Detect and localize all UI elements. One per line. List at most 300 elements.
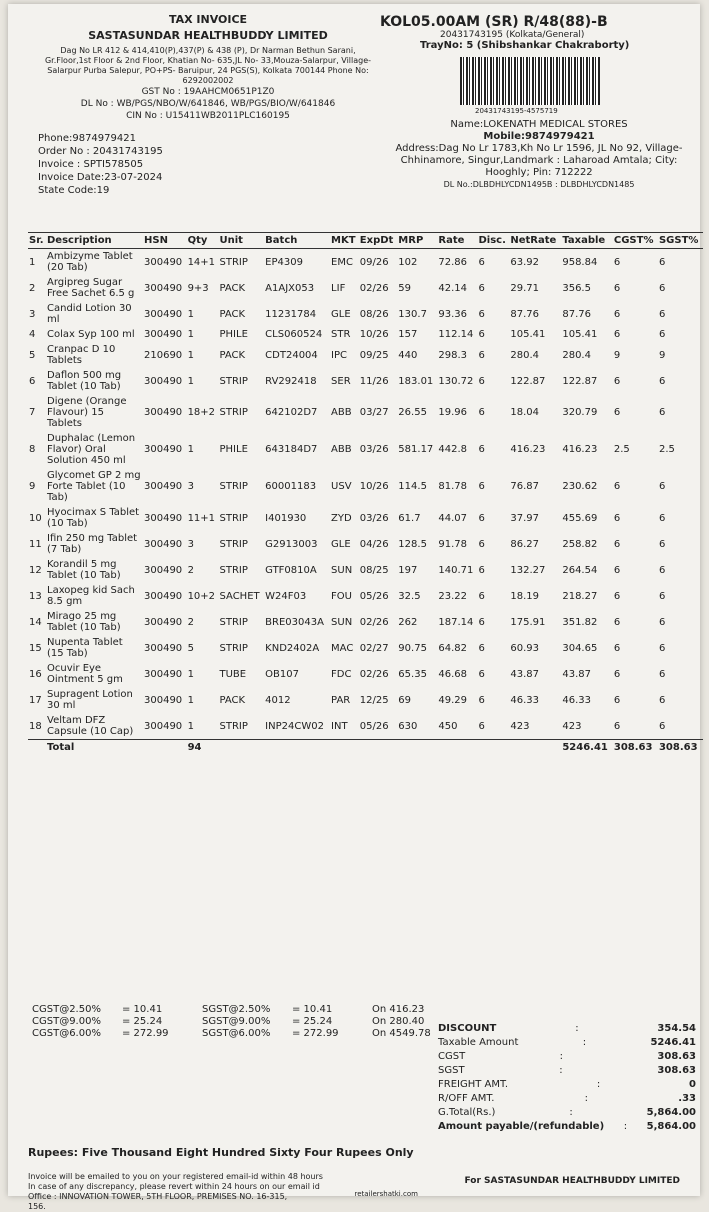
column-header: MKT [330, 233, 359, 249]
table-cell: STR [331, 329, 351, 340]
table-cell: 14+1 [187, 256, 216, 268]
table-cell: W24F03 [265, 590, 307, 602]
table-cell: 258.82 [562, 538, 598, 550]
table-cell: PHILE [219, 444, 248, 455]
table-cell: 6 [478, 308, 485, 320]
table-cell: 351.82 [562, 616, 598, 628]
summary-label: R/OFF AMT. [438, 1093, 495, 1104]
summary-colon: : [623, 1121, 628, 1132]
footer-line4: 156. [28, 1202, 46, 1211]
table-cell: 1 [187, 668, 194, 680]
table-cell: 6 [658, 616, 666, 628]
column-header: Sr. [28, 233, 46, 249]
table-row [28, 301, 703, 327]
table-cell: ZYD [331, 512, 352, 524]
table-cell: PACK [219, 308, 246, 320]
table-cell: 6 [658, 481, 666, 492]
phone: Phone:9874979421 [38, 133, 136, 144]
footer-line1: Invoice will be emailed to you on your registered email-id within 48 hours [28, 1172, 323, 1181]
summary-colon: : [575, 1023, 579, 1034]
table-cell: 15 [29, 642, 42, 654]
table-cell: 32.5 [398, 590, 421, 602]
table-cell: 304.65 [562, 642, 598, 654]
table-cell: GLE [331, 538, 351, 550]
gst-number: GST No : 19AAHCM0651P1Z0 [141, 87, 275, 97]
table-cell: 6 [658, 668, 666, 680]
table-cell: 63.92 [510, 256, 540, 268]
table-cell: SER [331, 375, 351, 387]
table-cell: 300490 [144, 590, 183, 602]
table-cell: 6 [478, 642, 485, 654]
table-cell: Candid Lotion 30 ml [47, 303, 132, 325]
footer-line3: Office : INNOVATION TOWER, 5TH FLOOR, PREMISES NO. 16-315, [28, 1192, 288, 1201]
table-cell: 19.96 [438, 407, 468, 418]
table-cell: 6 [613, 256, 621, 268]
tax-cell: = 25.24 [292, 1016, 333, 1027]
customer-mobile: Mobile:9874979421 [483, 131, 595, 142]
table-cell: 958.84 [562, 256, 598, 268]
table-cell: 6 [613, 720, 621, 732]
summary-colon: : [582, 1037, 587, 1048]
table-cell: 87.76 [562, 308, 591, 320]
table-cell: 105.41 [510, 329, 546, 340]
table-row [28, 531, 703, 557]
table-cell: 64.82 [438, 642, 468, 654]
table-cell: 130.7 [398, 308, 427, 320]
table-cell: 140.71 [438, 564, 474, 576]
table-cell: 12/25 [359, 694, 389, 706]
table-cell: 230.62 [562, 481, 598, 492]
table-cell: INP24CW02 [265, 720, 324, 732]
summary-value: 0 [689, 1079, 696, 1090]
summary-row [438, 1120, 696, 1134]
summary-row [438, 1078, 696, 1092]
summary-row [438, 1064, 696, 1078]
total-cell [264, 740, 330, 756]
total-cell: 94 [187, 740, 219, 756]
table-cell: 72.86 [438, 256, 468, 268]
customer-name: Name:LOKENATH MEDICAL STORES [450, 119, 628, 130]
table-cell: OB107 [265, 668, 299, 680]
tax-cell: CGST@9.00% [32, 1016, 101, 1027]
table-cell: 300490 [144, 512, 183, 524]
order-ref: 20431743195 (Kolkata/General) [440, 30, 585, 40]
summary-value: 308.63 [657, 1065, 696, 1076]
table-cell: 61.7 [398, 512, 421, 524]
table-cell: 122.87 [510, 375, 546, 387]
table-cell: 6 [478, 720, 485, 732]
summary-row [438, 1022, 696, 1036]
table-cell: CLS060524 [265, 329, 323, 340]
table-cell: TUBE [219, 668, 247, 680]
table-cell: 6 [658, 329, 666, 340]
table-cell: 9 [29, 481, 36, 492]
table-cell: STRIP [219, 616, 248, 628]
table-cell: 183.01 [398, 375, 434, 387]
footer-line2: In case of any discrepancy, please revert within 24 hours on our email id [28, 1182, 320, 1191]
table-cell: 09/26 [359, 256, 389, 268]
company-address: Dag No LR 412 & 414,410(P),437(P) & 438 (P), Dr Narman Bethun Sarani, Gr.Floor,1st Floor & 2nd Floor, Khatian No- 635,JL No- 33,Mouza-Salarpur, Village- Salarpur Purba Salepur, PO+PS- Baruipur, 24 PGS(S), Kolkata 700144 Phone No: 6292002002 [44, 46, 372, 85]
table-cell: 11231784 [265, 308, 317, 320]
table-cell: 2 [187, 616, 194, 628]
table-cell: 1 [187, 694, 194, 706]
table-cell: 13 [29, 590, 42, 602]
summary-value: 354.54 [657, 1023, 696, 1034]
tax-cell: On 280.40 [372, 1016, 425, 1027]
summary-row [438, 1092, 696, 1106]
table-cell: 6 [613, 375, 621, 387]
table-cell: Colax Syp 100 ml [47, 329, 135, 340]
table-cell: INT [331, 720, 348, 732]
table-cell: 02/26 [359, 668, 389, 680]
table-cell: 128.5 [398, 538, 427, 550]
table-row [28, 327, 703, 342]
table-cell: G2913003 [265, 538, 318, 550]
table-cell: 423 [562, 720, 582, 732]
table-cell: 29.71 [510, 282, 540, 294]
table-cell: USV [331, 481, 352, 492]
table-cell: GLE [331, 308, 351, 320]
table-cell: PHILE [219, 329, 248, 340]
table-cell: 18.04 [510, 407, 540, 418]
table-cell: 23.22 [438, 590, 468, 602]
tax-row [32, 1004, 552, 1016]
summary-row [438, 1036, 696, 1050]
table-cell: LIF [331, 282, 346, 294]
invoice-date: Invoice Date:23-07-2024 [38, 172, 163, 183]
amount-in-words: Rupees: Five Thousand Eight Hundred Sixty Four Rupees Only [28, 1146, 414, 1159]
buyer-header [380, 14, 698, 191]
table-row [28, 635, 703, 661]
table-cell: 2.5 [658, 444, 675, 455]
table-cell: 5 [187, 642, 194, 654]
table-cell: 43.87 [510, 668, 540, 680]
table-cell: 11 [29, 538, 42, 550]
table-cell: 6 [478, 538, 485, 550]
table-cell: 6 [478, 444, 485, 455]
table-cell: 3 [187, 538, 194, 550]
table-cell: Ocuvir Eye Ointment 5 gm [47, 663, 123, 685]
total-cell [509, 740, 561, 756]
table-cell: 643184D7 [265, 444, 318, 455]
summary-colon: : [596, 1079, 601, 1090]
table-cell: 262 [398, 616, 418, 628]
dl-number: DL No : WB/PGS/NBO/W/641846, WB/PGS/BIO/W/641846 [80, 99, 336, 109]
table-cell: 300490 [144, 642, 183, 654]
table-cell: 423 [510, 720, 530, 732]
table-cell: 90.75 [398, 642, 427, 654]
table-cell: Hyocimax S Tablet (10 Tab) [47, 507, 140, 529]
table-cell: 8 [29, 444, 36, 455]
tax-cell: On 4549.78 [372, 1028, 431, 1039]
table-cell: 4012 [265, 694, 291, 706]
table-cell: 187.14 [438, 616, 474, 628]
table-cell: 6 [658, 694, 666, 706]
table-cell: 05/26 [359, 720, 389, 732]
table-cell: Cranpac D 10 Tablets [47, 344, 116, 366]
table-cell: Veltam DFZ Capsule (10 Cap) [47, 715, 134, 737]
table-cell: Argipreg Sugar Free Sachet 6.5 g [47, 277, 135, 299]
table-cell: STRIP [219, 407, 248, 418]
barcode [460, 57, 600, 105]
table-cell: SACHET [219, 590, 260, 602]
total-cell [477, 740, 509, 756]
table-cell: 17 [29, 694, 42, 706]
tax-cell: = 25.24 [122, 1016, 163, 1027]
table-cell: 46.68 [438, 668, 468, 680]
table-cell: FOU [331, 590, 352, 602]
table-cell: 102 [398, 256, 418, 268]
summary-value: 5246.41 [650, 1037, 696, 1048]
table-cell: 280.4 [510, 349, 540, 361]
signature-text: For SASTASUNDAR HEALTHBUDDY LIMITED [464, 1176, 680, 1186]
company-name: SASTASUNDAR HEALTHBUDDY LIMITED [88, 29, 328, 42]
table-cell: 12 [29, 564, 42, 576]
table-body [28, 249, 703, 756]
table-cell: 210690 [144, 349, 183, 361]
table-cell: 6 [658, 512, 666, 524]
table-cell: SUN [331, 564, 353, 576]
table-cell: 5 [29, 349, 36, 361]
table-cell: 300490 [144, 282, 183, 294]
column-header: CGST% [613, 233, 658, 249]
table-cell: 442.8 [438, 444, 468, 455]
table-cell: 320.79 [562, 407, 598, 418]
summary-label: CGST [438, 1051, 466, 1062]
table-cell: Daflon 500 mg Tablet (10 Tab) [47, 370, 122, 392]
summary-row [438, 1050, 696, 1064]
table-cell: 2 [29, 282, 36, 294]
table-cell: BRE03043A [265, 616, 324, 628]
table-cell: 280.4 [562, 349, 591, 361]
table-cell: 2 [187, 564, 194, 576]
table-cell: 6 [658, 590, 666, 602]
table-cell: STRIP [219, 375, 248, 387]
table-cell: 16 [29, 668, 42, 680]
tax-cell: CGST@2.50% [32, 1004, 101, 1015]
table-cell: 264.54 [562, 564, 598, 576]
table-cell: 6 [658, 720, 666, 732]
table-row [28, 275, 703, 301]
table-row [28, 583, 703, 609]
invoice-paper [8, 4, 700, 1211]
table-cell: 300490 [144, 481, 183, 492]
table-cell: ABB [331, 444, 352, 455]
table-cell: Duphalac (Lemon Flavor) Oral Solution 450 ml [47, 433, 136, 466]
table-cell: 10 [29, 512, 42, 524]
table-row [28, 249, 703, 276]
table-cell: 6 [658, 256, 666, 268]
tax-cell: SGST@2.50% [202, 1004, 271, 1015]
column-header: Disc. [477, 233, 509, 249]
table-cell: 91.78 [438, 538, 468, 550]
customer-block [380, 119, 698, 191]
table-cell: 300490 [144, 444, 183, 455]
column-header: NetRate [509, 233, 561, 249]
state-code: State Code:19 [38, 185, 110, 196]
table-cell: KND2402A [265, 642, 320, 654]
website: retailershatki.com [354, 1190, 418, 1198]
summary-value: 5,864.00 [646, 1107, 696, 1118]
table-cell: 09/25 [359, 349, 389, 361]
column-header: Rate [437, 233, 477, 249]
table-cell: 1 [187, 308, 194, 320]
table-cell: 46.33 [510, 694, 540, 706]
invoice-number: Invoice : SPTI578505 [38, 159, 144, 170]
table-cell: 6 [478, 329, 485, 340]
table-cell: 05/26 [359, 590, 389, 602]
cin-number: CIN No : U15411WB2011PLC160195 [126, 111, 290, 121]
total-cell: 5246.41 [561, 740, 613, 756]
table-cell: Mirago 25 mg Tablet (10 Tab) [47, 611, 121, 633]
column-header: Taxable [561, 233, 613, 249]
summary-label: DISCOUNT [438, 1023, 497, 1034]
tax-cell: SGST@9.00% [202, 1016, 271, 1027]
table-cell: 298.3 [438, 349, 468, 361]
table-cell: 02/26 [359, 282, 389, 294]
table-cell: 08/26 [359, 308, 389, 320]
table-cell: 6 [658, 407, 666, 418]
table-cell: 300490 [144, 308, 183, 320]
table-cell: 11/26 [359, 375, 389, 387]
table-cell: 03/26 [359, 444, 389, 455]
table-cell: 581.17 [398, 444, 434, 455]
total-row [28, 740, 703, 756]
table-cell: 300490 [144, 407, 183, 418]
table-cell: 6 [658, 538, 666, 550]
table-cell: 130.72 [438, 375, 474, 387]
table-cell: 65.35 [398, 668, 427, 680]
table-cell: 300490 [144, 694, 183, 706]
table-cell: 14 [29, 616, 42, 628]
table-cell: SUN [331, 616, 353, 628]
table-cell: ABB [331, 407, 352, 418]
table-row [28, 505, 703, 531]
table-cell: A1AJX053 [265, 282, 315, 294]
table-cell: STRIP [219, 564, 248, 576]
table-cell: 02/26 [359, 616, 389, 628]
table-cell: 6 [478, 481, 485, 492]
customer-address: Address:Dag No Lr 1783,Kh No Lr 1596, JL No 92, Village-Chhinamore, Singur,Landmark : Laharoad Amtala; City: Hooghly; Pin: 712222 [395, 143, 683, 178]
table-cell: 6 [478, 282, 485, 294]
table-cell: 08/25 [359, 564, 389, 576]
table-cell: 93.36 [438, 308, 468, 320]
table-row [28, 609, 703, 635]
column-header: Qty [187, 233, 219, 249]
table-cell: 440 [398, 349, 418, 361]
table-cell: 81.78 [438, 481, 468, 492]
table-cell: 10/26 [359, 481, 389, 492]
table-cell: 7 [29, 407, 36, 418]
table-cell: FDC [331, 668, 352, 680]
table-cell: 1 [187, 349, 194, 361]
table-cell: IPC [331, 349, 348, 361]
table-cell: 76.87 [510, 481, 540, 492]
table-row [28, 431, 703, 468]
total-cell: Total [46, 740, 143, 756]
summary-label: SGST [438, 1065, 465, 1076]
summary-value: 308.63 [657, 1051, 696, 1062]
table-cell: 69 [398, 694, 412, 706]
table-cell: 300490 [144, 720, 183, 732]
tax-cell: On 416.23 [372, 1004, 425, 1015]
table-cell: 46.33 [562, 694, 591, 706]
table-cell: 44.07 [438, 512, 468, 524]
table-cell: STRIP [219, 256, 248, 268]
table-cell: 6 [658, 282, 666, 294]
signature-line [354, 1176, 680, 1198]
table-row [28, 468, 703, 505]
table-cell: 42.14 [438, 282, 468, 294]
table-cell: 26.55 [398, 407, 427, 418]
table-cell: Ifin 250 mg Tablet (7 Tab) [47, 533, 138, 555]
tray-number: TrayNo: 5 (Shibshankar Chakraborty) [420, 40, 630, 51]
table-cell: PACK [219, 282, 246, 294]
table-cell: 630 [398, 720, 418, 732]
column-header: Batch [264, 233, 330, 249]
summary-colon: : [559, 1065, 563, 1076]
table-cell: Laxopeg kid Sach 8.5 gm [47, 585, 135, 607]
table-header [28, 233, 703, 249]
table-cell: MAC [331, 642, 354, 654]
table-cell: 59 [398, 282, 412, 294]
total-cell [219, 740, 265, 756]
table-cell: 6 [658, 308, 666, 320]
table-cell: 6 [613, 407, 621, 418]
column-header: MRP [397, 233, 437, 249]
table-cell: 2.5 [613, 444, 630, 455]
table-cell: 6 [613, 590, 621, 602]
summary-row [438, 1106, 696, 1120]
table-cell: 1 [187, 720, 194, 732]
table-cell: 6 [478, 668, 485, 680]
table-cell: 86.27 [510, 538, 540, 550]
summary-label: FREIGHT AMT. [438, 1079, 509, 1090]
tax-cell: = 272.99 [292, 1028, 339, 1039]
table-cell: 122.87 [562, 375, 598, 387]
table-cell: 6 [613, 481, 621, 492]
route-code: KOL05.00AM (SR) R/48(88)-B [380, 14, 608, 30]
total-cell [397, 740, 437, 756]
table-cell: STRIP [219, 538, 248, 550]
table-cell: 6 [613, 694, 621, 706]
table-cell: 300490 [144, 256, 183, 268]
table-row [28, 394, 703, 431]
column-header: HSN [143, 233, 187, 249]
table-cell: 114.5 [398, 481, 427, 492]
total-cell [143, 740, 187, 756]
table-cell: 6 [478, 349, 485, 361]
items-table [28, 232, 703, 755]
table-cell: 218.27 [562, 590, 598, 602]
total-cell: 308.63 [658, 740, 703, 756]
column-header: ExpDt [359, 233, 398, 249]
table-row [28, 713, 703, 740]
total-cell: 308.63 [613, 740, 658, 756]
table-cell: 6 [613, 616, 621, 628]
table-cell: 3 [29, 308, 36, 320]
table-cell: 6 [478, 616, 485, 628]
table-cell: STRIP [219, 481, 248, 492]
table-cell: CDT24004 [265, 349, 318, 361]
table-cell: Ambizyme Tablet (20 Tab) [47, 251, 133, 273]
table-cell: PACK [219, 694, 246, 706]
table-cell: EMC [331, 256, 353, 268]
table-cell: 175.91 [510, 616, 546, 628]
table-cell: RV292418 [265, 375, 317, 387]
tax-cell: = 272.99 [122, 1028, 169, 1039]
table-cell: 112.14 [438, 329, 474, 340]
